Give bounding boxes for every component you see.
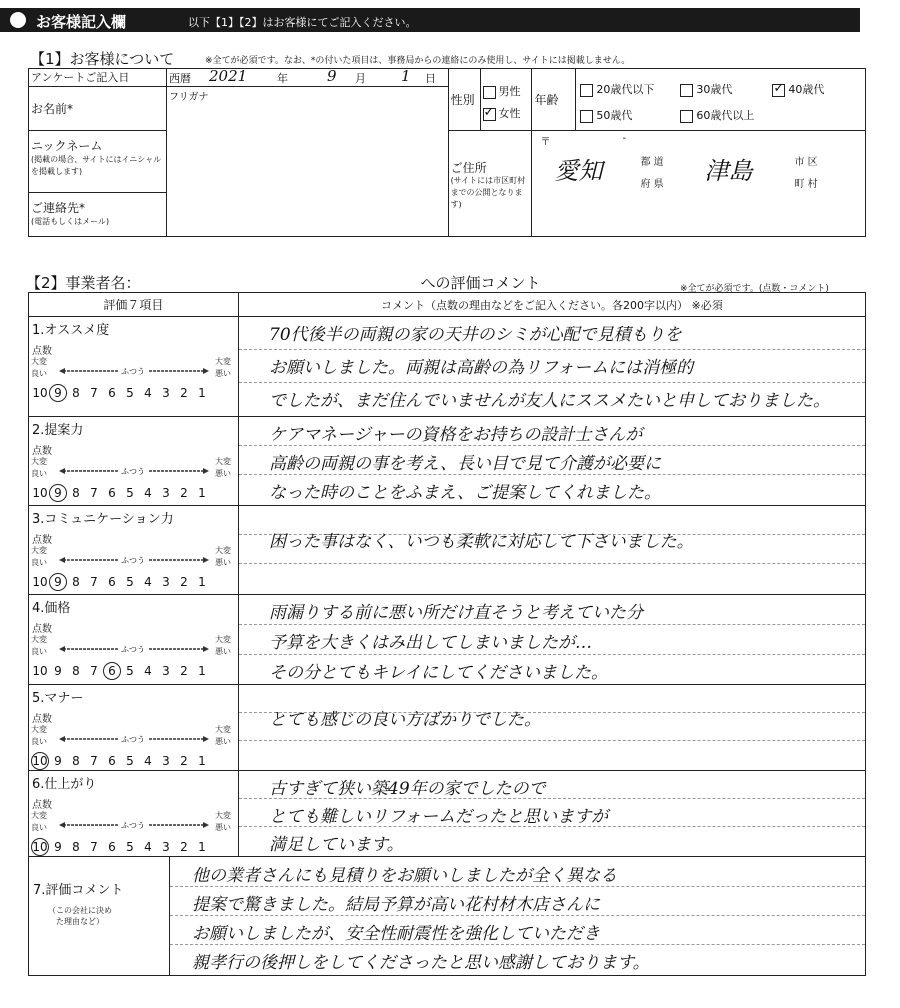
score-option[interactable]: 3: [162, 486, 170, 500]
final-comment-line: お願いしましたが、安全性耐震性を強化していただき: [192, 924, 600, 944]
evaluation-row: [28, 505, 866, 595]
score-option[interactable]: 7: [90, 664, 98, 678]
age-label: 年齢: [532, 69, 576, 131]
normal-label: ふつう: [121, 556, 145, 565]
evaluation-item-cell: [29, 770, 239, 856]
age-option-50s[interactable]: 50歳代: [580, 107, 632, 123]
rule-line: [239, 563, 865, 564]
score-option[interactable]: 1: [198, 575, 206, 589]
score-option[interactable]: 3: [162, 386, 170, 400]
selected-score[interactable]: 10: [32, 840, 48, 854]
comment-line: 満足しています。: [269, 835, 404, 855]
comment-line: 古すぎて狭い築49年の家でしたので: [269, 779, 546, 799]
final-comment-note: （この会社に決めた理由など）: [48, 906, 112, 926]
score-option[interactable]: 9: [54, 754, 62, 768]
right-arrow-icon: [149, 557, 209, 563]
rule-line: [239, 445, 865, 446]
score-option[interactable]: 10: [32, 664, 48, 678]
bad-label-top: 大変: [215, 635, 231, 644]
score-option[interactable]: 9: [54, 664, 62, 678]
furigana-label: フリガナ: [168, 92, 209, 103]
score-option[interactable]: 2: [180, 386, 188, 400]
bad-label-bottom: 悪い: [215, 558, 231, 567]
gender-label: 性別: [448, 69, 480, 131]
survey-date-field[interactable]: [166, 69, 448, 87]
good-label-top: 大変: [31, 357, 47, 366]
score-label: 点数: [32, 446, 52, 457]
evaluation-item-title: 6.仕上がり: [32, 777, 97, 792]
score-option[interactable]: 6: [108, 754, 116, 768]
good-label-top: 大変: [31, 635, 47, 644]
checkbox-icon[interactable]: [580, 84, 593, 97]
checkbox-icon[interactable]: [680, 110, 693, 123]
score-option[interactable]: 5: [126, 754, 134, 768]
nickname-label: ニックネーム: [31, 139, 103, 153]
score-label: 点数: [32, 624, 52, 635]
bad-label-top: 大変: [215, 546, 231, 555]
evaluation-row: [28, 684, 866, 771]
score-option[interactable]: 8: [72, 486, 80, 500]
final-comment-label-cell: [29, 857, 170, 975]
postal-mark: 〒: [540, 137, 551, 148]
nickname-note: (掲載の場合、サイトにはイニシャルを掲載します): [31, 155, 162, 176]
score-option[interactable]: 5: [126, 486, 134, 500]
gender-options: [480, 69, 532, 131]
score-option[interactable]: 2: [180, 664, 188, 678]
score-option[interactable]: 4: [144, 575, 152, 589]
score-option[interactable]: 6: [108, 386, 116, 400]
nickname-cell: [29, 131, 167, 193]
score-option[interactable]: 8: [72, 386, 80, 400]
city-suffix-bottom: 町 村: [794, 179, 818, 190]
score-option[interactable]: 2: [180, 575, 188, 589]
comment-line: 70代後半の両親の家の天井のシミが心配で見積もりを: [269, 325, 682, 345]
score-option[interactable]: 5: [126, 575, 134, 589]
good-label-top: 大変: [31, 457, 47, 466]
bullet-icon: [10, 12, 26, 28]
section1-note: ※全てが必須です。なお、*の付いた項目は、事務局からの連絡にのみ使用し、サイトには掲載しません。: [205, 56, 631, 66]
rule-line: [239, 349, 865, 350]
score-label: 点数: [32, 535, 52, 546]
evaluation-item-cell: [29, 684, 239, 770]
score-option[interactable]: 2: [180, 754, 188, 768]
city-value: 津島: [704, 157, 753, 185]
comment-line: お願いしました。両親は高齢の為リフォームには消極的: [269, 358, 694, 378]
bad-label-top: 大変: [215, 357, 231, 366]
left-arrow-icon: [59, 822, 119, 828]
evaluation-comment-field[interactable]: [239, 770, 865, 856]
final-comment-title: 7.評価コメント: [33, 883, 124, 898]
score-option[interactable]: 8: [72, 664, 80, 678]
age-option-20s[interactable]: 20歳代以下: [580, 81, 654, 97]
score-option[interactable]: 9: [54, 840, 62, 854]
bad-label-top: 大変: [215, 811, 231, 820]
contact-label: ご連絡先*: [31, 201, 86, 215]
comment-line: とても難しいリフォームだったと思いますが: [269, 807, 609, 827]
evaluation-row: [28, 416, 866, 506]
evaluation-item-title: 4.価格: [32, 601, 71, 616]
final-comment-row: [28, 856, 866, 976]
comment-line: とても感じの良い方ばかりでした。: [269, 710, 541, 730]
business-name-field[interactable]: [141, 274, 421, 293]
selected-score[interactable]: 10: [32, 754, 48, 768]
evaluation-item-cell: [29, 316, 239, 416]
score-option[interactable]: 5: [126, 386, 134, 400]
city-suffix-top: 市 区: [794, 157, 818, 168]
score-option[interactable]: 7: [90, 840, 98, 854]
comment-line: でしたが、まだ住んでいませんが友人にススメたいと申しておりました。: [269, 391, 830, 411]
score-option[interactable]: 6: [108, 575, 116, 589]
final-comment-line: 他の業者さんにも見積りをお願いしましたが全く異なる: [192, 866, 617, 886]
score-option[interactable]: 2: [180, 486, 188, 500]
bad-label-top: 大変: [215, 457, 231, 466]
age-options: [576, 69, 866, 131]
rule-line: [239, 654, 865, 655]
normal-label: ふつう: [121, 645, 145, 654]
age-option-30s[interactable]: 30歳代: [680, 81, 732, 97]
score-option[interactable]: 4: [144, 386, 152, 400]
score-option[interactable]: 5: [126, 664, 134, 678]
evaluation-comment-field[interactable]: [239, 505, 865, 594]
evaluation-comment-field[interactable]: [239, 316, 865, 416]
address-field[interactable]: [532, 131, 866, 237]
evaluation-item-cell: [29, 594, 239, 684]
checked-checkbox-icon[interactable]: [483, 108, 496, 121]
evaluation-item-title: 5.マナー: [32, 691, 84, 706]
bad-label-bottom: 悪い: [215, 647, 231, 656]
score-label: 点数: [32, 346, 52, 357]
score-label: 点数: [32, 714, 52, 725]
good-label-top: 大変: [31, 725, 47, 734]
evaluation-comment-field[interactable]: [239, 416, 865, 505]
left-arrow-icon: [59, 557, 119, 563]
score-option[interactable]: 4: [144, 486, 152, 500]
score-scale: [31, 752, 211, 770]
address-note: (サイトには市区町村までの公開となります): [450, 176, 526, 209]
evaluation-item-title: 3.コミュニケーション力: [32, 512, 174, 527]
contact-cell: [29, 193, 167, 237]
good-label-bottom: 良い: [31, 558, 47, 567]
year-unit: 年: [276, 72, 288, 85]
checkbox-icon[interactable]: [680, 84, 693, 97]
score-option[interactable]: 10: [32, 486, 48, 500]
evaluation-row: [28, 594, 866, 685]
score-option[interactable]: 1: [198, 386, 206, 400]
evaluation-item-cell: [29, 505, 239, 594]
score-option[interactable]: 8: [72, 840, 80, 854]
right-arrow-icon: [149, 822, 209, 828]
right-arrow-icon: [149, 736, 209, 742]
postal-dash: -: [622, 133, 627, 144]
name-field[interactable]: [166, 87, 448, 237]
evaluation-comment-field[interactable]: [239, 684, 865, 770]
right-arrow-icon: [149, 368, 209, 374]
day-unit: 日: [424, 72, 436, 85]
comment-line: 予算を大きくはみ出してしまいましたが…: [269, 633, 592, 653]
rule-line: [170, 886, 865, 887]
survey-date-label: アンケートご記入日: [29, 69, 167, 87]
rule-line: [239, 624, 865, 625]
pref-suffix-top: 都 道: [640, 157, 664, 168]
era-label: 西暦: [168, 72, 191, 85]
rule-line: [170, 944, 865, 945]
evaluation-item-cell: [29, 416, 239, 505]
rule-line: [239, 382, 865, 383]
rule-line: [239, 740, 865, 741]
good-label-bottom: 良い: [31, 469, 47, 478]
comment-line: なった時のことをふまえ、ご提案してくれました。: [269, 483, 662, 503]
right-arrow-icon: [149, 468, 209, 474]
score-option[interactable]: 1: [198, 754, 206, 768]
contact-note: (電話もしくはメール): [31, 217, 110, 226]
score-option[interactable]: 4: [144, 754, 152, 768]
score-option[interactable]: 1: [198, 486, 206, 500]
gender-male-option[interactable]: 男性: [483, 83, 521, 99]
section2-title: 【2】事業者名： への評価コメント: [26, 274, 541, 292]
form-header-instruction: 以下【1】【2】はお客様にてご記入ください。: [188, 16, 417, 29]
score-option[interactable]: 7: [90, 575, 98, 589]
left-arrow-icon: [59, 468, 119, 474]
comment-line: 困った事はなく、いつも柔軟に対応して下さいました。: [269, 532, 694, 552]
bad-label-bottom: 悪い: [215, 737, 231, 746]
normal-label: ふつう: [121, 367, 145, 376]
address-label-cell: [448, 131, 532, 237]
score-option[interactable]: 7: [90, 486, 98, 500]
score-scale: [31, 484, 211, 502]
checkbox-icon[interactable]: [483, 86, 496, 99]
normal-label: ふつう: [121, 821, 145, 830]
score-option[interactable]: 8: [72, 754, 80, 768]
final-comment-line: 提案で驚きました。結局予算が高い花村材木店さんに: [192, 895, 600, 915]
evaluation-row: [28, 770, 866, 857]
good-label-top: 大変: [31, 811, 47, 820]
score-option[interactable]: 4: [144, 664, 152, 678]
checked-checkbox-icon[interactable]: [772, 84, 785, 97]
age-option-60s[interactable]: 60歳代以上: [680, 107, 754, 123]
col-comment-header: コメント（点数の理由などをご記入ください。各200字以内） ※必須: [238, 293, 865, 317]
score-option[interactable]: 7: [90, 386, 98, 400]
bad-label-top: 大変: [215, 725, 231, 734]
good-label-bottom: 良い: [31, 737, 47, 746]
good-label-bottom: 良い: [31, 369, 47, 378]
score-option[interactable]: 6: [108, 840, 116, 854]
final-comment-field[interactable]: [170, 857, 865, 975]
score-option[interactable]: 7: [90, 754, 98, 768]
score-option[interactable]: 10: [32, 575, 48, 589]
score-scale: [31, 573, 211, 591]
section2-note: ※全てが必須です。(点数・コメント): [680, 284, 829, 294]
form-header-title: お客様記入欄: [36, 13, 127, 31]
pref-suffix-bottom: 府 県: [640, 179, 664, 190]
year-value: 2021: [208, 67, 248, 85]
score-scale: [31, 662, 211, 680]
evaluation-item-title: 2.提案力: [32, 423, 84, 438]
customer-info-table: [28, 68, 866, 237]
comment-line: 雨漏りする前に悪い所だけ直そうと考えていた分: [269, 603, 643, 623]
selected-score[interactable]: 9: [49, 384, 67, 402]
evaluation-comment-field[interactable]: [239, 594, 865, 684]
bad-label-bottom: 悪い: [215, 369, 231, 378]
bad-label-bottom: 悪い: [215, 469, 231, 478]
score-option[interactable]: 4: [144, 840, 152, 854]
day-value: 1: [400, 67, 411, 85]
score-option[interactable]: 8: [72, 575, 80, 589]
month-value: 9: [326, 67, 337, 85]
good-label-bottom: 良い: [31, 823, 47, 832]
selected-score[interactable]: 9: [49, 573, 67, 591]
selected-score[interactable]: 9: [49, 484, 67, 502]
evaluation-table: [28, 292, 866, 317]
normal-label: ふつう: [121, 735, 145, 744]
final-comment-line: 親孝行の後押しをしてくださったと思い感謝しております。: [192, 953, 650, 973]
right-arrow-icon: [149, 646, 209, 652]
rule-line: [239, 474, 865, 475]
score-option[interactable]: 1: [198, 664, 206, 678]
score-option[interactable]: 10: [32, 386, 48, 400]
month-unit: 月: [354, 72, 366, 85]
section1-title: 【1】お客様について: [30, 50, 175, 68]
score-option[interactable]: 3: [162, 664, 170, 678]
score-label: 点数: [32, 800, 52, 811]
score-option[interactable]: 3: [162, 754, 170, 768]
score-scale: [31, 384, 211, 402]
comment-line: その分とてもキレイにしてくださいました。: [269, 663, 608, 683]
evaluation-item-title: 1.オススメ度: [32, 323, 110, 338]
form-header-bar: [0, 8, 860, 32]
name-label: お名前*: [29, 87, 167, 131]
score-option[interactable]: 5: [126, 840, 134, 854]
checkbox-icon[interactable]: [580, 110, 593, 123]
score-option[interactable]: 3: [162, 575, 170, 589]
comment-line: ケアマネージャーの資格をお持ちの設計士さんが: [269, 425, 643, 445]
score-option[interactable]: 1: [198, 840, 206, 854]
col-items-header: 評価７項目: [29, 293, 239, 317]
left-arrow-icon: [59, 368, 119, 374]
bad-label-bottom: 悪い: [215, 823, 231, 832]
prefecture-value: 愛知: [554, 157, 603, 185]
score-option[interactable]: 3: [162, 840, 170, 854]
rule-line: [170, 915, 865, 916]
score-option[interactable]: 2: [180, 840, 188, 854]
normal-label: ふつう: [121, 467, 145, 476]
good-label-bottom: 良い: [31, 647, 47, 656]
score-scale: [31, 838, 211, 856]
selected-score[interactable]: 6: [103, 662, 121, 680]
good-label-top: 大変: [31, 546, 47, 555]
age-option-40s[interactable]: ✓ 40歳代: [772, 81, 824, 97]
left-arrow-icon: [59, 646, 119, 652]
address-label: ご住所: [450, 161, 487, 175]
gender-female-option[interactable]: ✓女性: [483, 105, 521, 121]
score-option[interactable]: 6: [108, 486, 116, 500]
left-arrow-icon: [59, 736, 119, 742]
evaluation-row: [28, 316, 866, 417]
comment-line: 高齢の両親の事を考え、長い目で見て介護が必要に: [269, 454, 662, 474]
